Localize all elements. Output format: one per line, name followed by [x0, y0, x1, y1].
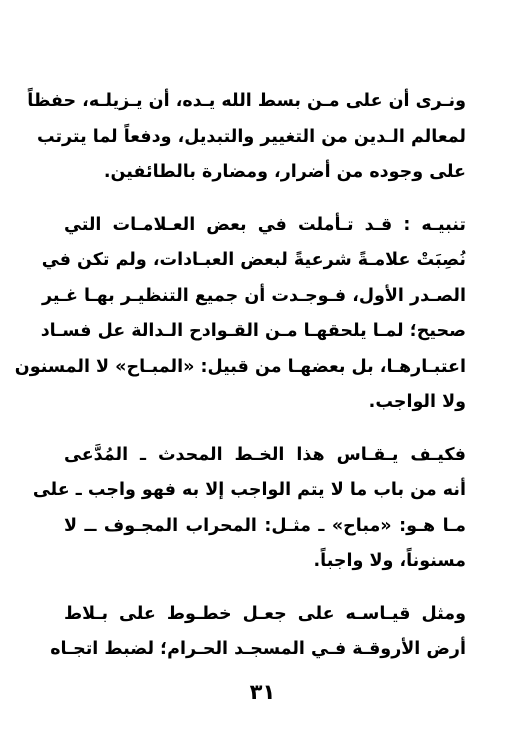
text-line: ونـرى أن على مـن بسط الله يـده، أن يـزيلـه، حفظاً	[27, 91, 466, 111]
text-line: تنبيـه : قـد تـأملت في بعض العـلامـات التي	[64, 214, 466, 235]
paragraph-2	[14, 208, 466, 421]
text-line: ومثل قيـاسـه على جعـل خطـوط على بـلاط	[64, 603, 466, 624]
text-line: مـا هـو: «مباح» ـ مثـل: المحراب المجـوف ــ لا	[64, 515, 466, 536]
paragraph-4	[50, 597, 466, 668]
text-line: ولا الواجب.	[368, 392, 466, 412]
text-line: على وجوده من أضرار، ومضارة بالطائفين.	[103, 162, 466, 182]
page-number: ٣١	[249, 680, 276, 704]
text-line: أنه من باب ما لا يتم الواجب إلا به فهو واجب ـ على	[32, 480, 466, 500]
text-line: صحيح؛ لمـا يلحقهـا مـن القـوادح الـدالة عل فسـاد	[40, 321, 466, 341]
paragraph-1	[27, 84, 466, 191]
text-line: نُصِبَتْ علامـةً شرعيةً لبعض العبـادات، ولم تكن في	[41, 250, 466, 270]
text-line: لمعالم الـدين من التغيير والتبديل، ودفعاً لما يترتب	[36, 126, 466, 147]
text-line: مسنوناً، ولا واجباً.	[313, 551, 466, 571]
paragraph-3	[32, 438, 466, 580]
text-line: أرض الأروقـة فـي المسجـد الحـرام؛ لضبط اتجـاه	[50, 639, 466, 659]
text-line: الصـدر الأول، فـوجـدت أن جميع التنظيـر بهـا غـير	[42, 285, 466, 306]
text-line: فكيـف يـقـاس هذا الخـط المحدث ـ المُدَّعى	[64, 444, 466, 465]
page-text	[14, 84, 466, 668]
text-line: اعتبـارهـا، بل بعضهـا من قبيل: «المبـاح» لا المسنون	[14, 356, 466, 377]
